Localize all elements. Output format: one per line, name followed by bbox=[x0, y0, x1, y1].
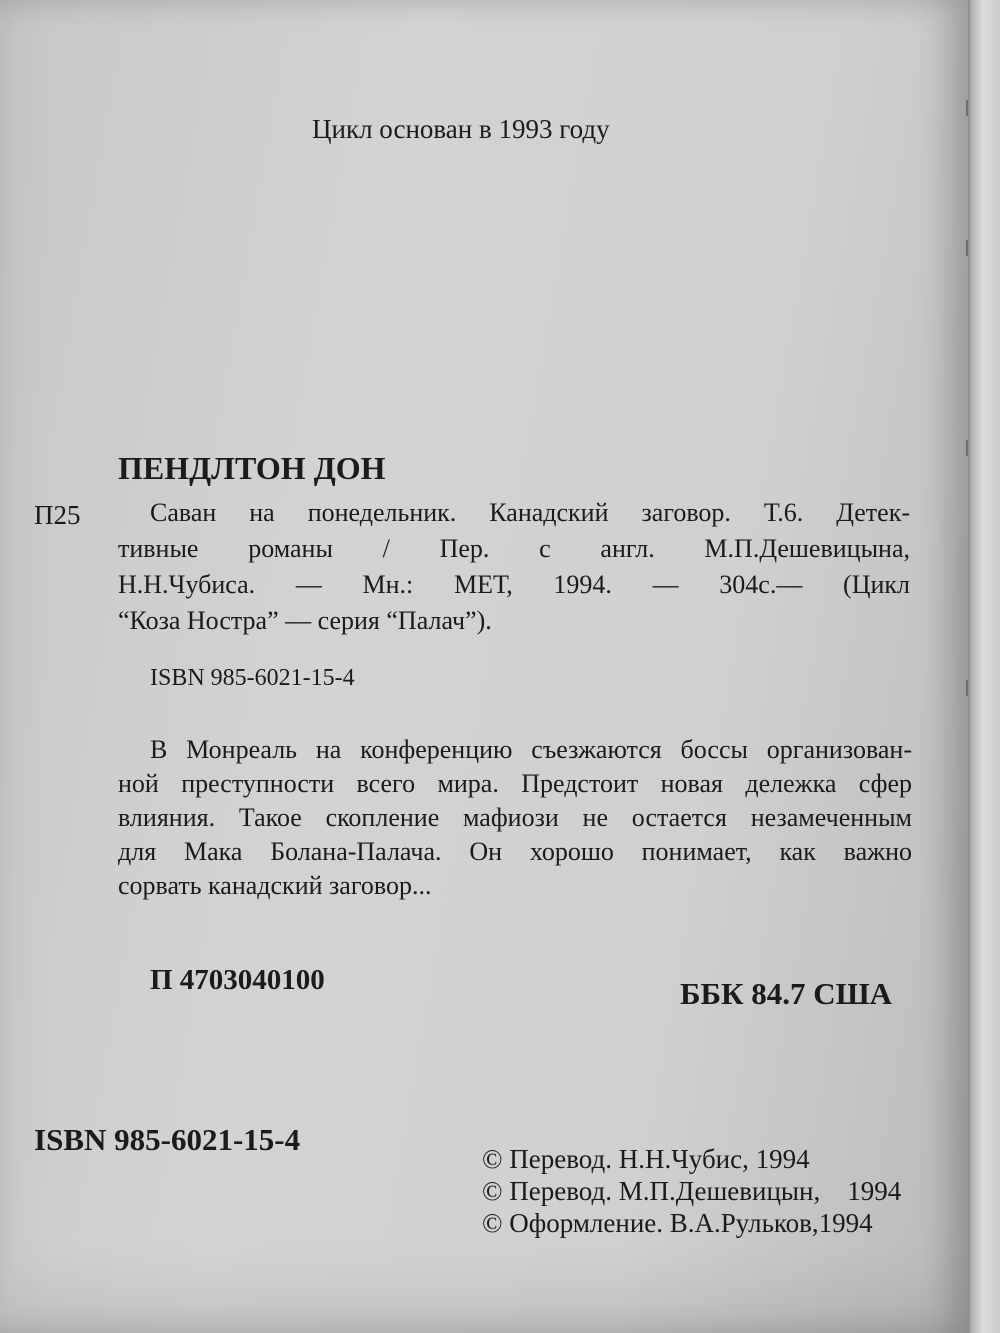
copyright-line: © Перевод. Н.Н.Чубис, 1994 bbox=[482, 1144, 810, 1174]
annotation-line: В Монреаль на конференцию съезжаются боссы организован- bbox=[150, 735, 912, 764]
page-edge bbox=[968, 0, 1000, 1333]
binding-stitch bbox=[966, 240, 976, 256]
bibliographic-line: тивные романы / Пер. с англ. М.П.Дешевицына, bbox=[118, 534, 910, 563]
copyright-line: © Оформление. В.А.Рульков,1994 bbox=[482, 1208, 873, 1238]
binding-stitch bbox=[966, 440, 976, 456]
bibliographic-line: Саван на понедельник. Канадский заговор. Т.6. Детек- bbox=[150, 498, 910, 527]
annotation-line: для Мака Болана-Палача. Он хорошо понимает, как важно bbox=[118, 837, 912, 866]
annotation-line: влияния. Такое скопление мафиози не остается незамеченным bbox=[118, 803, 912, 832]
isbn-inner: ISBN 985-6021-15-4 bbox=[150, 665, 355, 691]
bibliographic-line: “Коза Ностра” — серия “Палач”). bbox=[118, 606, 492, 635]
isbn-main: ISBN 985-6021-15-4 bbox=[34, 1122, 301, 1157]
series-note: Цикл основан в 1993 году bbox=[312, 114, 610, 144]
author-heading: ПЕНДЛТОН ДОН bbox=[118, 450, 386, 486]
bibliographic-line: Н.Н.Чубиса. — Мн.: МЕТ, 1994. — 304с.— (Цикл bbox=[118, 570, 910, 599]
annotation-line: сорвать канадский заговор... bbox=[118, 871, 432, 900]
copyright-line: © Перевод. М.П.Дешевицын, 1994 bbox=[482, 1176, 902, 1206]
binding-stitch bbox=[966, 100, 976, 116]
binding-stitch bbox=[966, 680, 976, 696]
classification-code: П 4703040100 bbox=[150, 964, 325, 996]
catalog-code: П25 bbox=[34, 500, 81, 530]
annotation-line: ной преступности всего мира. Предстоит новая дележка сфер bbox=[118, 769, 912, 798]
bbk-code: ББК 84.7 США bbox=[680, 976, 893, 1011]
